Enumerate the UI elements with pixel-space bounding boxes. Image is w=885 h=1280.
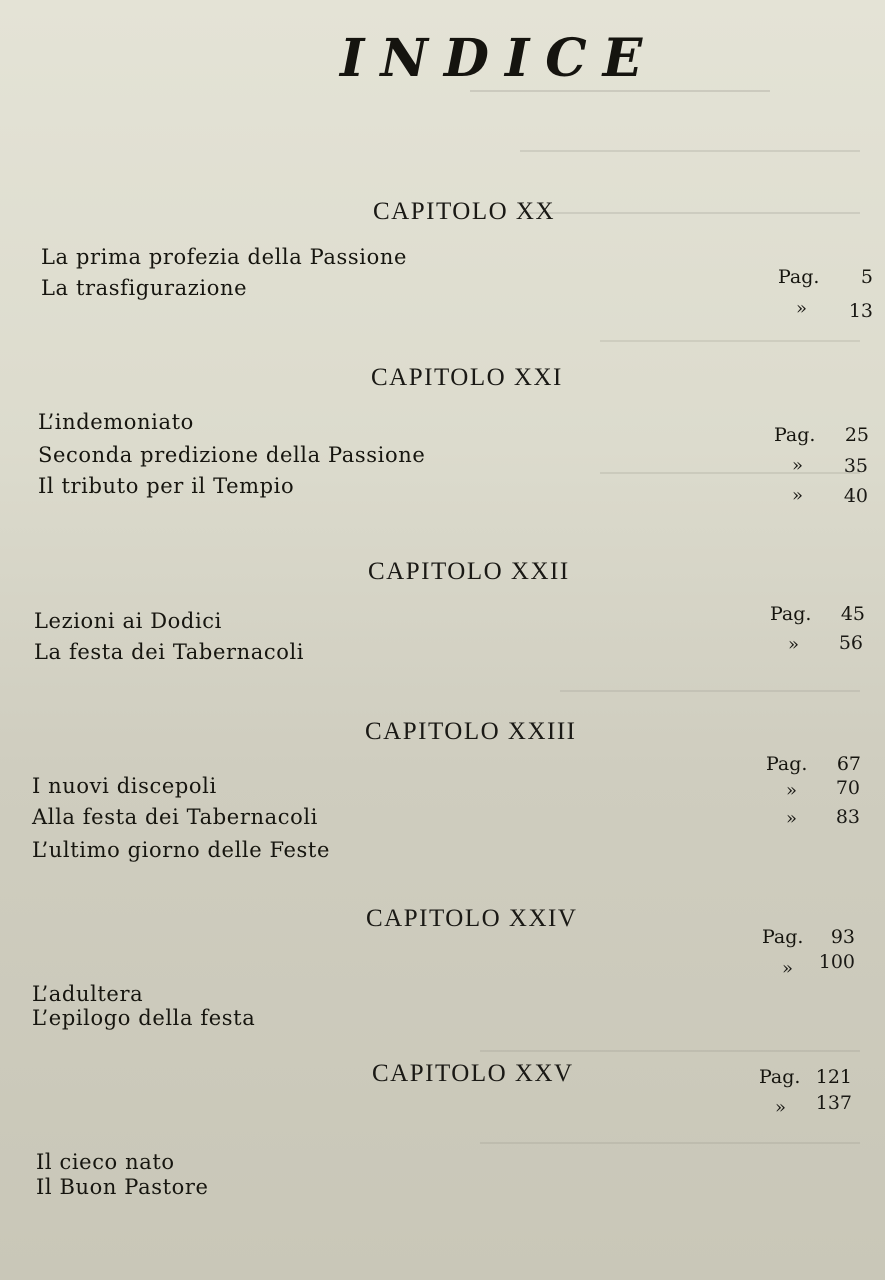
chapter-heading: CAPITOLO XXIV	[366, 905, 578, 932]
ditto-mark: »	[792, 455, 804, 476]
toc-entry: L’adultera	[32, 982, 144, 1006]
toc-entry: I nuovi discepoli	[32, 774, 217, 798]
toc-entry: Il tributo per il Tempio	[38, 474, 295, 498]
toc-entry: Lezioni ai Dodici	[34, 609, 222, 633]
ditto-mark: »	[796, 298, 808, 319]
page-label	[778, 266, 873, 288]
page-number: 137	[815, 1092, 852, 1114]
chapter-heading: CAPITOLO XXV	[372, 1060, 574, 1087]
page-label	[762, 926, 855, 948]
ditto-mark: »	[786, 808, 798, 829]
bleed-through-decoration	[470, 90, 770, 106]
page-number: 5	[860, 266, 873, 288]
page-number: 35	[843, 455, 868, 477]
page-number: 100	[818, 951, 855, 973]
bleed-through-decoration	[520, 150, 860, 214]
page-number: 45	[840, 603, 865, 625]
page-number: 40	[843, 485, 868, 507]
toc-entry: L’ultimo giorno delle Feste	[32, 838, 330, 862]
chapter-heading: CAPITOLO XXIII	[365, 718, 577, 745]
page-label	[774, 424, 869, 446]
page-label	[766, 753, 861, 775]
page-prefix: Pag.	[774, 424, 816, 446]
ditto-mark: »	[788, 634, 800, 655]
chapter-heading: CAPITOLO XXII	[368, 558, 570, 585]
page-prefix: Pag.	[759, 1066, 801, 1088]
toc-entry: L’epilogo della festa	[32, 1006, 256, 1030]
toc-entry: La prima profezia della Passione	[41, 245, 408, 269]
ditto-mark: »	[786, 780, 798, 801]
ditto-mark: »	[782, 958, 794, 979]
page-number: 121	[815, 1066, 852, 1088]
page-number: 67	[836, 753, 861, 775]
bleed-through-decoration	[600, 340, 860, 474]
page-number: 13	[848, 300, 873, 322]
ditto-mark: »	[775, 1097, 787, 1118]
page-label	[759, 1066, 852, 1088]
toc-entry: Il Buon Pastore	[36, 1175, 209, 1199]
toc-entry: Seconda predizione della Passione	[38, 443, 426, 467]
page-label	[770, 603, 865, 625]
toc-entry: La festa dei Tabernacoli	[34, 640, 305, 664]
page-prefix: Pag.	[778, 266, 820, 288]
page-prefix: Pag.	[766, 753, 808, 775]
toc-entry: L’indemoniato	[38, 410, 194, 434]
bleed-through-decoration	[560, 690, 860, 732]
toc-entry: Il cieco nato	[36, 1150, 175, 1174]
page-number: 25	[844, 424, 869, 446]
page-number: 70	[835, 777, 860, 799]
page-number: 93	[830, 926, 855, 948]
toc-entry: Alla festa dei Tabernacoli	[32, 805, 318, 829]
page-prefix: Pag.	[762, 926, 804, 948]
chapter-heading: CAPITOLO XX	[373, 198, 556, 225]
page-number: 83	[835, 806, 860, 828]
toc-entry: La trasfigurazione	[41, 276, 248, 300]
ditto-mark: »	[792, 485, 804, 506]
chapter-heading: CAPITOLO XXI	[371, 364, 563, 391]
page-prefix: Pag.	[770, 603, 812, 625]
page-number: 56	[838, 632, 863, 654]
index-title: INDICE	[340, 28, 659, 89]
